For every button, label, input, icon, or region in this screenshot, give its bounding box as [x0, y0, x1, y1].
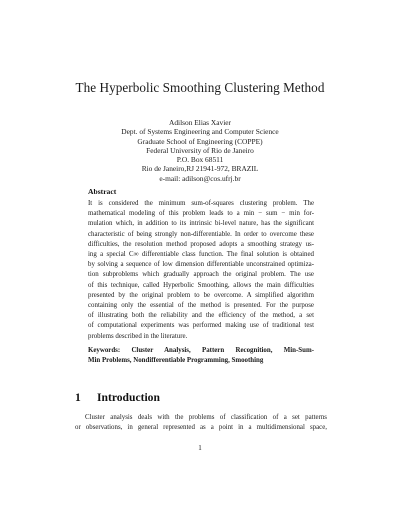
abstract-line: mathematical modeling of this problem leads to a min − sum − min for- [88, 210, 314, 218]
author-dept: Dept. of Systems Engineering and Computer Science [121, 127, 279, 137]
abstract-line: containing only the essential of the method is presented. For the purpose [88, 302, 314, 310]
abstract-line: by solving a sequence of low dimension differentiable unconstrained optimiza- [88, 261, 314, 269]
author-school: Graduate School of Engineering (COPPE) [137, 136, 263, 146]
author-block [0, 118, 400, 183]
abstract-line: of this technique, called Hyperbolic Smoothing, allows the main difficulties [88, 281, 314, 289]
abstract-line: problems described in the literature. [88, 332, 188, 340]
abstract-line: It is considered the minimum sum-of-squares clustering problem. The [88, 200, 314, 207]
section-heading [75, 391, 160, 404]
page-number: 1 [198, 444, 202, 452]
abstract-line: difficulties, the resolution method proposed adopts a smoothing strategy us- [88, 240, 314, 248]
abstract-line: mulation which, in addition to its intrinsic bi-level nature, has the significant [88, 220, 314, 228]
abstract-heading: Abstract [88, 187, 117, 196]
section-number: 1 [75, 391, 81, 404]
keywords-block [88, 346, 314, 366]
abstract-line: of computational experiments was performed making use of traditional test [88, 322, 314, 330]
keywords-line: Min Problems, Nondifferentiable Programming, Smoothing [88, 357, 264, 365]
abstract-body [88, 199, 314, 342]
author-email: e-mail: adilson@cos.ufrj.br [159, 173, 241, 183]
keywords-line: Keywords: Cluster Analysis, Pattern Recognition, Min-Sum- [88, 347, 314, 354]
body-line: or observations, in general represented as a point in a multidimensional space, [75, 424, 327, 432]
author-pobox: P.O. Box 68511 [176, 155, 224, 165]
abstract-line: ing a special C∞ differentiable class function. The final solution is obtained [88, 251, 314, 259]
section-body [75, 413, 327, 434]
body-line: Cluster analysis deals with the problems of classification of a set patterns [85, 414, 327, 421]
abstract-line: of illustrating both the reliability and the efficiency of the method, a set [88, 312, 314, 320]
abstract-line: tion subproblems which gradually approach the original problem. The use [88, 271, 314, 279]
author-university: Federal University of Rio de Janeiro [146, 145, 254, 155]
author-city: Rio de Janeiro,RJ 21941-972, BRAZIL [141, 164, 259, 174]
section-title: Introduction [97, 391, 160, 404]
abstract-line: presented by the original problem to be overcome. A simplified algorithm [88, 291, 314, 299]
abstract-line: characteristic of being strongly non-differentiable. In order to overcome these [88, 230, 314, 238]
author-name: Adilson Elias Xavier [169, 118, 231, 127]
paper-title: The Hyperbolic Smoothing Clustering Method [75, 80, 325, 95]
